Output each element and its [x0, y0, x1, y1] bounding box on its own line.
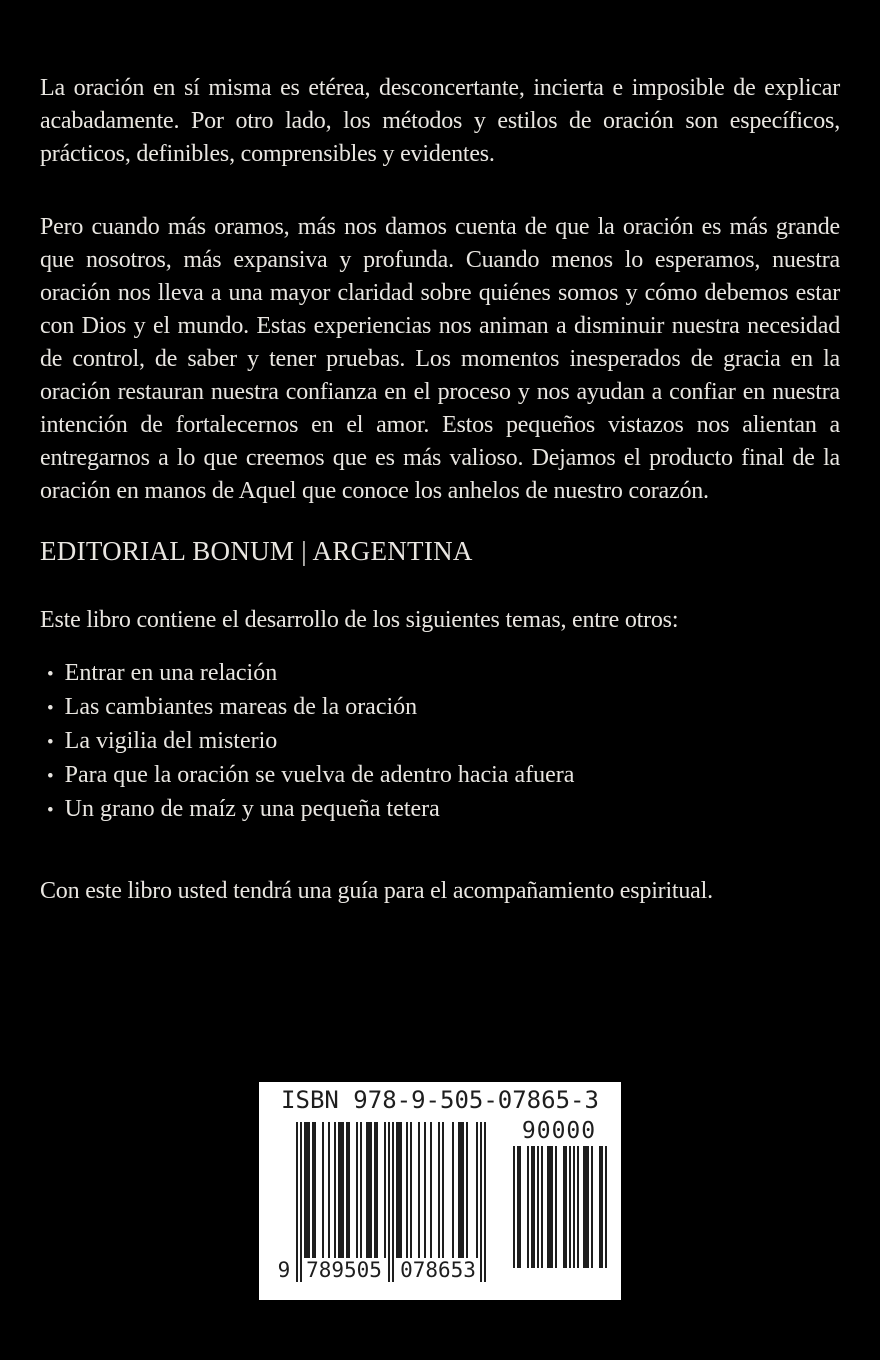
closing-line: Con este libro usted tendrá una guía para el acompañamiento espiritual.	[40, 878, 713, 904]
topic-label: Para que la oración se vuelva de adentro hacia afuera	[64, 762, 575, 788]
bullet-icon: •	[47, 800, 54, 821]
topic-item	[40, 657, 840, 691]
isbn-text: ISBN 978-9-505-07865-3	[281, 1086, 599, 1114]
barcode-digits-left: 789505	[306, 1258, 382, 1282]
topic-label: La vigilia del misterio	[64, 728, 278, 754]
topic-list	[40, 657, 840, 827]
publisher-line: EDITORIAL BONUM | ARGENTINA	[40, 536, 473, 566]
back-cover-text	[40, 72, 840, 908]
barcode-digits-right: 078653	[400, 1258, 476, 1282]
topics-intro: Este libro contiene el desarrollo de los siguientes temas, entre otros:	[40, 607, 679, 633]
barcode-digit-first: 9	[277, 1258, 291, 1282]
main-paragraph: Pero cuando más oramos, más nos damos cuenta de que la oración es más grande que nosotros, más expansiva y profunda. Cuando menos lo esperamos, nuestra oración nos lleva a una mayor claridad sobre quiénes somos y cómo debemos estar con Dios y el mundo. Estas experiencias nos animan a disminuir nuestra necesidad de control, de saber y tener pruebas. Los momentos inesperados de gracia en la oración restauran nuestra confianza en el proceso y nos ayudan a confiar en nuestra intención de fortalecernos en el amor. Estos pequeños vistazos nos alientan a entregarnos a lo que creemos que es más valioso. Dejamos el producto final de la oración en manos de Aquel que conoce los anhelos de nuestro corazón.	[40, 214, 840, 504]
topic-item	[40, 691, 840, 725]
ean13-barcode	[277, 1122, 486, 1282]
topic-label: Las cambiantes mareas de la oración	[64, 694, 418, 720]
barcode-panel	[259, 1082, 621, 1300]
bullet-icon: •	[47, 766, 54, 787]
bullet-icon: •	[47, 698, 54, 719]
topic-label: Un grano de maíz y una pequeña tetera	[64, 796, 440, 822]
addon-price-code: 90000	[521, 1118, 597, 1144]
ean5-bars	[511, 1146, 607, 1268]
bullet-icon: •	[47, 732, 54, 753]
ean5-addon	[511, 1118, 607, 1268]
topic-item	[40, 793, 840, 827]
topic-item	[40, 759, 840, 793]
topic-item	[40, 725, 840, 759]
topic-label: Entrar en una relación	[64, 660, 278, 686]
bullet-icon: •	[47, 664, 54, 685]
intro-paragraph: La oración en sí misma es etérea, desconcertante, incierta e imposible de explicar acabadamente. Por otro lado, los métodos y estilos de oración son específicos, prácticos, definibles, comprensibles y evidentes.	[40, 75, 840, 167]
